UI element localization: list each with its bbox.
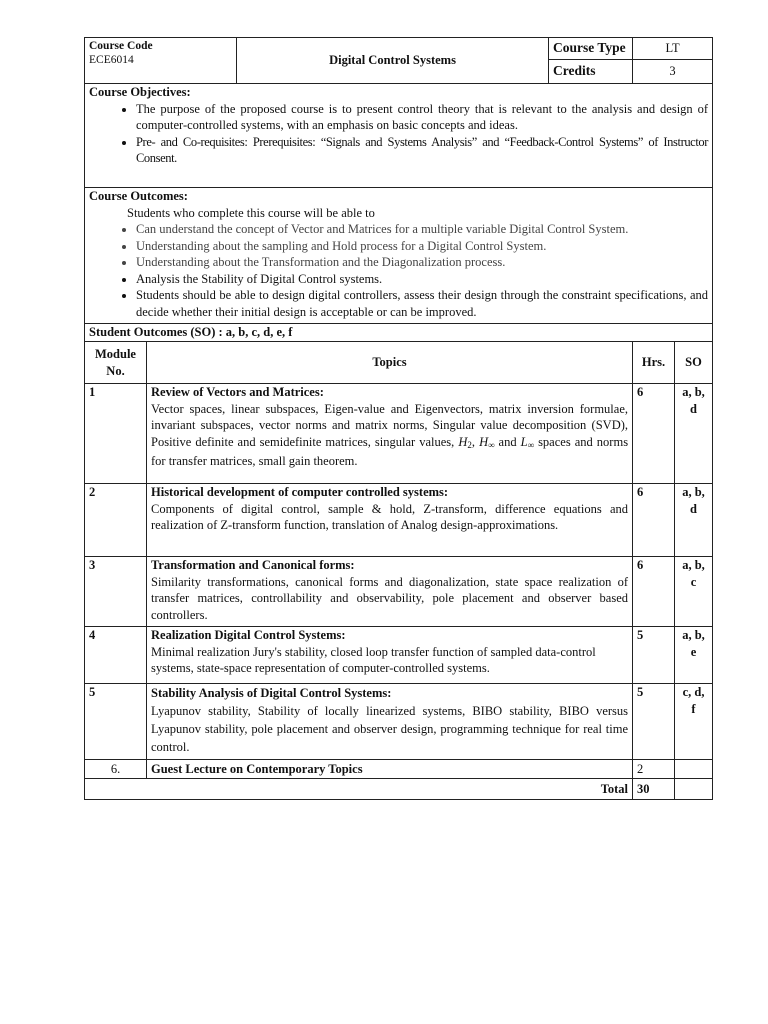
module-number: 5	[85, 684, 147, 760]
module-body: Lyapunov stability, Stability of locally linearized systems, BIBO stability, BIBO versus Lyapunov stability, pole placement and observer design, programming technique for real time control.	[151, 704, 629, 754]
outcome-item: • Can understand the concept of Vector and Matrices for a multiple variable Digital Control System.	[136, 221, 708, 238]
module-title: Guest Lecture on Contemporary Topics	[147, 760, 633, 779]
course-type-label: Course Type	[549, 38, 633, 60]
outcome-item: • Analysis the Stability of Digital Control systems.	[136, 271, 708, 288]
credits-value: 3	[633, 60, 713, 84]
course-outcomes-section	[85, 188, 713, 324]
module-number: 6.	[85, 760, 147, 779]
module-body: Minimal realization Jury's stability, closed loop transfer function of sampled data-control systems, state-space representation of computer-controlled systems.	[151, 644, 596, 675]
table-row	[85, 484, 713, 557]
student-outcomes: Student Outcomes (SO) : a, b, c, d, e, f	[85, 324, 713, 342]
header-hrs: Hrs.	[633, 342, 675, 384]
outcomes-list	[89, 221, 708, 320]
module-title: Transformation and Canonical forms:	[151, 558, 355, 572]
module-topics	[147, 484, 633, 557]
module-title: Review of Vectors and Matrices:	[151, 385, 324, 399]
outcomes-heading: Course Outcomes:	[89, 189, 188, 203]
header-topics: Topics	[147, 342, 633, 384]
module-title: Stability Analysis of Digital Control Systems:	[151, 686, 392, 700]
module-so: a, b, e	[675, 627, 713, 684]
module-hrs: 6	[633, 484, 675, 557]
module-number: 3	[85, 557, 147, 627]
table-row	[85, 384, 713, 484]
outcomes-intro: Students who complete this course will be able to	[127, 205, 375, 220]
module-number: 4	[85, 627, 147, 684]
module-topics	[147, 384, 633, 484]
outcome-item: • Understanding about the sampling and Hold process for a Digital Control System.	[136, 238, 708, 255]
module-hrs: 5	[633, 684, 675, 760]
objective-item: • Pre- and Co-requisites: Prerequisites: “Signals and Systems Analysis” and “Feedback-Control Systems” of Instructor Consent.	[136, 134, 708, 167]
course-code-value: ECE6014	[89, 54, 134, 66]
objectives-heading: Course Objectives:	[89, 85, 191, 99]
total-hrs: 30	[633, 779, 675, 800]
module-topics	[147, 627, 633, 684]
module-so	[675, 760, 713, 779]
syllabus-sheet	[84, 37, 712, 800]
module-hrs: 5	[633, 627, 675, 684]
table-row	[85, 684, 713, 760]
module-hrs: 2	[633, 760, 675, 779]
module-so: c, d, f	[675, 684, 713, 760]
module-number: 2	[85, 484, 147, 557]
course-code-label: Course Code	[89, 40, 153, 52]
module-body: Vector spaces, linear subspaces, Eigen-value and Eigenvectors, matrix inversion formulae, invariant subspaces, vector norms and matrix norms, Singular value decomposition (SVD), Positive definite and semidefinite matrices, singular values, $H_2$, $H_\infty$ and $L_\infty$ spaces and norms for transfer matrices, small gain theorem.	[151, 401, 629, 468]
credits-label: Credits	[549, 60, 633, 84]
outcome-item: • Students should be able to design digital controllers, assess their design through the constraint specifications, and decide whether their initial design is acceptable or can be improved.	[136, 287, 708, 320]
total-row	[85, 779, 713, 800]
course-title: Digital Control Systems	[237, 38, 549, 84]
objectives-list	[89, 101, 708, 167]
module-so: a, b, d	[675, 384, 713, 484]
module-body: Components of digital control, sample & hold, Z-transform, difference equations and realization of Z-transform function, translation of Analog design-approximations.	[151, 501, 629, 532]
header-module: Module No.	[85, 342, 147, 384]
module-title: Realization Digital Control Systems:	[151, 628, 346, 642]
course-objectives-section	[85, 84, 713, 188]
syllabus-table	[84, 37, 713, 800]
module-hrs: 6	[633, 557, 675, 627]
module-topics	[147, 684, 633, 760]
module-number: 1	[85, 384, 147, 484]
module-body: Similarity transformations, canonical forms and diagonalization, state space realization of transfer matrices, controllability and observability, pole placement and observer based controllers.	[151, 574, 629, 622]
module-title: Historical development of computer controlled systems:	[151, 485, 449, 499]
objective-item: • The purpose of the proposed course is to present control theory that is relevant to the analysis and design of computer-controlled systems, with an emphasis on basic concepts and ideas.	[136, 101, 708, 134]
total-so	[675, 779, 713, 800]
module-so: a, b, d	[675, 484, 713, 557]
table-row	[85, 627, 713, 684]
module-topics	[147, 557, 633, 627]
course-code-cell	[85, 38, 237, 84]
total-label: Total	[85, 779, 633, 800]
module-so: a, b, c	[675, 557, 713, 627]
module-hrs: 6	[633, 384, 675, 484]
table-row	[85, 557, 713, 627]
table-row	[85, 760, 713, 779]
outcome-item: • Understanding about the Transformation and the Diagonalization process.	[136, 254, 708, 271]
header-so: SO	[675, 342, 713, 384]
course-type-value: LT	[633, 38, 713, 60]
